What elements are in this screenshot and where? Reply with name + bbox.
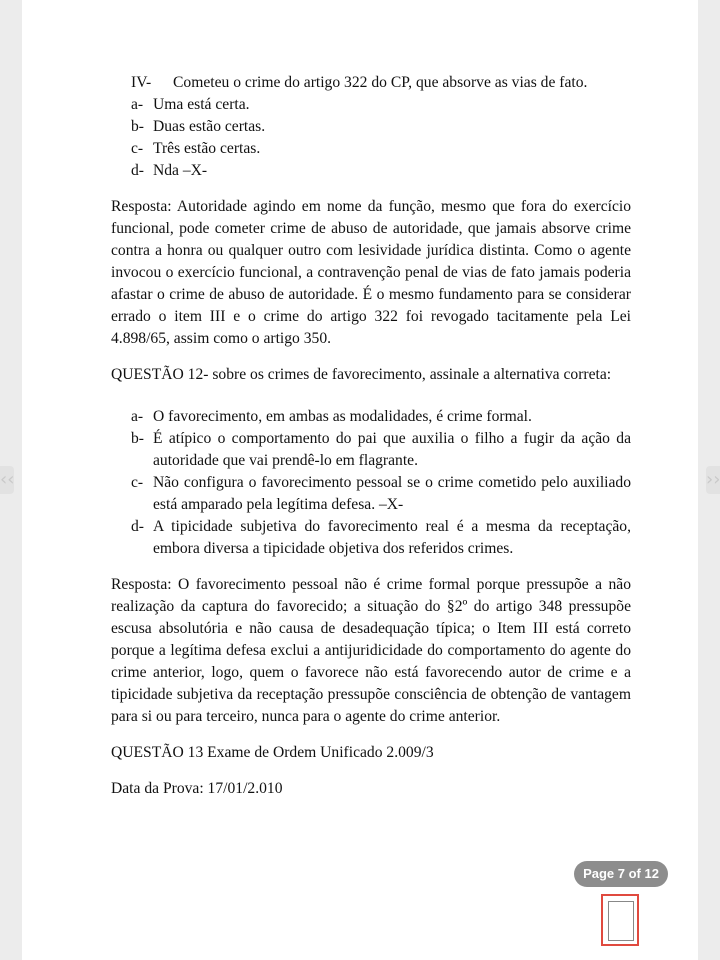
option-b — [111, 428, 631, 472]
option-c — [111, 472, 631, 516]
option-c — [111, 138, 631, 160]
option-marker: b- — [131, 118, 144, 135]
option-text: Três estão certas. — [153, 140, 261, 157]
option-text: Não configura o favorecimento pessoal se o crime cometido pelo auxiliado está amparado pela legítima defesa. –X- — [153, 474, 631, 513]
page-indicator-badge: Page 7 of 12 — [574, 861, 668, 887]
option-marker: b- — [131, 430, 144, 447]
item-iv-text: Cometeu o crime do artigo 322 do CP, que absorve as vias de fato. — [173, 74, 588, 91]
question-13-heading: QUESTÃO 13 Exame de Ordem Unificado 2.009/3 — [111, 744, 434, 761]
option-marker: a- — [131, 408, 144, 425]
exam-date: Data da Prova: 17/01/2.010 — [111, 780, 283, 797]
option-marker: c- — [131, 140, 144, 157]
option-text: Duas estão certas. — [153, 118, 266, 135]
answer-12-paragraph: Resposta: O favorecimento pessoal não é crime formal porque pressupõe a não realização da captura do favorecido; a situação do §2º do artigo 348 pressupõe escusa absolutória e não causa de desadequação típica; o Item III está correto porque a legítima defesa exclui a antijuridicidade do comportamento do agente do crime anterior, logo, quem o favorece não está favorecendo autor de crime e a tipicidade subjetiva da receptação pressupõe consciência de obtenção de vantagem para si ou para terceiro, nunca para o agente do crime anterior. — [111, 576, 631, 725]
item-iv — [111, 72, 631, 94]
next-page-arrow-icon[interactable]: ›› — [706, 466, 720, 494]
option-text: O favorecimento, em ambas as modalidades, é crime formal. — [153, 408, 532, 425]
option-marker: a- — [131, 96, 144, 113]
item-iv-marker: IV- — [131, 74, 152, 91]
option-b — [111, 116, 631, 138]
option-text: A tipicidade subjetiva do favorecimento real é a mesma da receptação, embora diversa a tipicidade objetiva dos referidos crimes. — [153, 518, 631, 557]
option-text: Nda –X- — [153, 162, 208, 179]
option-marker: c- — [131, 474, 144, 491]
option-d — [111, 160, 631, 182]
previous-page-arrow-icon[interactable]: ‹‹ — [0, 466, 14, 494]
page-thumbnail[interactable] — [601, 894, 639, 946]
question-12-heading: QUESTÃO 12- sobre os crimes de favorecimento, assinale a alternativa correta: — [111, 366, 612, 383]
page-content — [111, 72, 631, 800]
option-a — [111, 406, 631, 428]
option-text: Uma está certa. — [153, 96, 250, 113]
answer-11-paragraph: Resposta: Autoridade agindo em nome da função, mesmo que fora do exercício funcional, pode cometer crime de abuso de autoridade, que jamais absorve crime contra a honra ou qualquer outro com lesividade jurídica distinta. Como o agente invocou o exercício funcional, a contravenção penal de vias de fato jamais poderia afastar o crime de abuso de autoridade. É o mesmo fundamento para se considerar errado o item III e o crime do artigo 322 foi revogado tacitamente pela Lei 4.898/65, assim como o artigo 350. — [111, 198, 631, 347]
option-marker: d- — [131, 162, 144, 179]
document-page — [22, 0, 698, 960]
option-a — [111, 94, 631, 116]
option-text: É atípico o comportamento do pai que auxilia o filho a fugir da ação da autoridade que vai prendê-lo em flagrante. — [153, 430, 631, 469]
option-marker: d- — [131, 518, 144, 535]
thumbnail-page-icon — [608, 901, 634, 941]
option-d — [111, 516, 631, 560]
